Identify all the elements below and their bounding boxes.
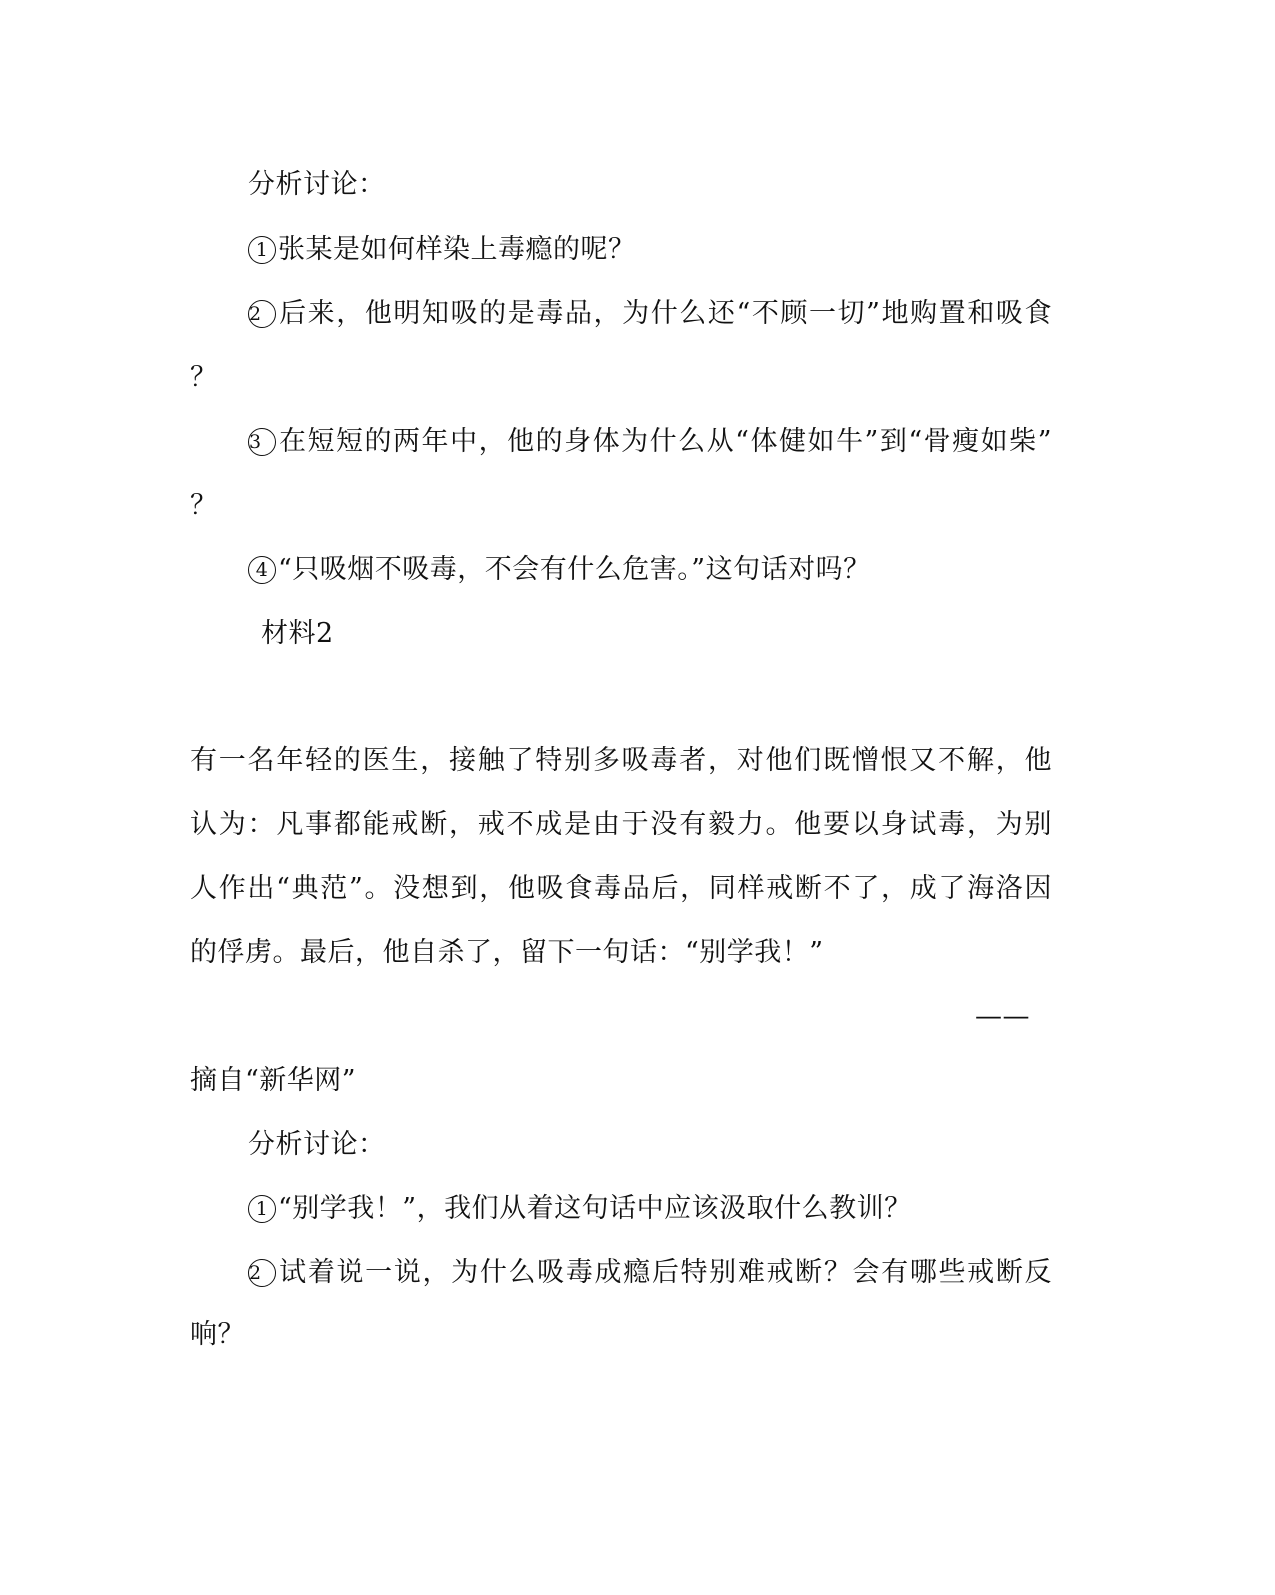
attribution-dash: ——	[975, 1001, 1030, 1032]
section1-heading: 分析讨论：	[248, 169, 386, 200]
material-paragraph-line-1: 有一名年轻的医生，接触了特别多吸毒者，对他们既憎恨又不解，他	[190, 745, 1052, 776]
material-paragraph-line-3: 人作出“典范”。没想到，他吸食毒品后，同样戒断不了，成了海洛因	[190, 873, 1052, 904]
material-paragraph-line-2: 认为：凡事都能戒断，戒不成是由于没有毅力。他要以身试毒，为别	[190, 809, 1052, 840]
question-text: “只吸烟不吸毒，不会有什么危害。”这句话对吗？	[278, 554, 871, 585]
section1-question-3-cont: ？	[190, 490, 218, 521]
question-text: “别学我！”，我们从着这句话中应该汲取什么教训？	[278, 1193, 912, 1224]
circled-number: 2	[248, 300, 276, 328]
section1-question-4	[248, 553, 871, 587]
question-text: 在短短的两年中，他的身体为什么从“体健如牛”到“骨瘦如柴”	[278, 426, 1052, 457]
circled-number: 1	[248, 1195, 276, 1223]
question-text: 后来，他明知吸的是毒品，为什么还“不顾一切”地购置和吸食	[278, 298, 1052, 329]
section2-heading: 分析讨论：	[248, 1129, 386, 1160]
question-text: 张某是如何样染上毒瘾的呢？	[278, 234, 636, 265]
circled-number: 2	[248, 1259, 276, 1287]
material-label: 材料2	[261, 618, 334, 649]
section1-question-1	[248, 233, 636, 267]
section2-question-2-cont: 响？	[190, 1319, 245, 1350]
material-paragraph-line-4: 的俘虏。最后，他自杀了，留下一句话：“别学我！”	[190, 937, 824, 968]
circled-number: 3	[248, 428, 276, 456]
section2-question-1	[248, 1192, 912, 1226]
section2-question-2	[248, 1256, 1052, 1290]
section1-question-2	[248, 297, 1052, 331]
circled-number: 1	[248, 236, 276, 264]
attribution-source: 摘自“新华网”	[190, 1065, 357, 1096]
question-text: 试着说一说，为什么吸毒成瘾后特别难戒断？会有哪些戒断反	[278, 1257, 1052, 1288]
circled-number: 4	[248, 556, 276, 584]
section1-question-3	[248, 425, 1052, 459]
section1-question-2-cont: ？	[190, 362, 218, 393]
